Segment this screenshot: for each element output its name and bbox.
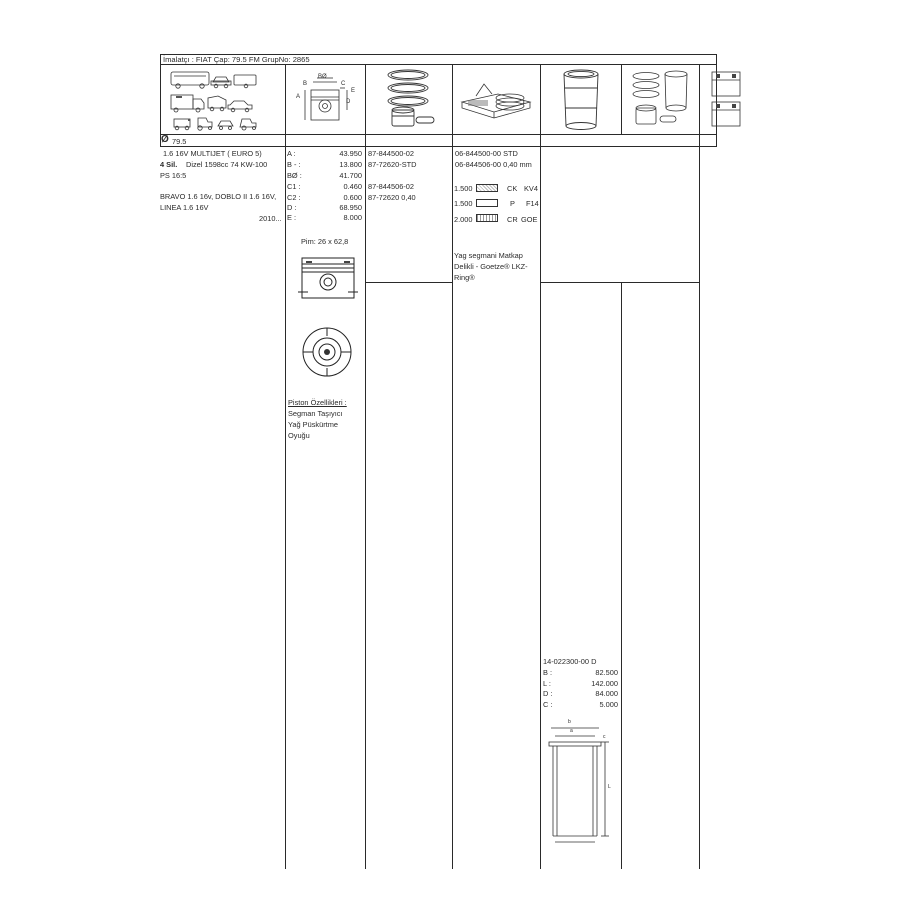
cylinder-liner-icon	[558, 68, 604, 132]
dim-label: D :	[287, 203, 297, 212]
models-line-1: BRAVO 1.6 16v, DOBLO II 1.6 16V,	[160, 192, 277, 201]
liner-label-l: L	[608, 784, 611, 790]
liner-label-b: b	[568, 719, 571, 725]
ring-note-3: Ring®	[454, 273, 475, 282]
ring-note-2: Delikli - Goetze® LKZ-	[454, 262, 528, 271]
dim-value: 13.800	[339, 160, 362, 169]
vehicles-icon	[166, 68, 278, 132]
ring-profile-icon	[476, 214, 498, 222]
piston-features-title: Piston Özellikleri :	[288, 398, 347, 407]
ring-type: CR	[507, 215, 518, 224]
model-year: 2010...	[259, 214, 282, 223]
liner-dim-label: C :	[543, 700, 553, 709]
ring-note-1: Yag segmani Matkap	[454, 251, 523, 260]
piston-side-view-icon	[296, 252, 360, 304]
liner-dim-label: D :	[543, 689, 553, 698]
ring-profile-icon	[476, 184, 498, 192]
dim-value: 41.700	[339, 171, 362, 180]
liner-label-a: a	[570, 728, 573, 734]
models-line-2: LINEA 1.6 16V	[160, 203, 209, 212]
ring-width: 1.500	[454, 199, 473, 208]
dim-label: A :	[287, 149, 296, 158]
piston-code: 87-72620 0,40	[368, 193, 416, 202]
label-e: E	[351, 88, 356, 94]
dim-value: 8.000	[343, 213, 362, 222]
piston-top-view-icon	[295, 326, 359, 378]
pin-size: Pim: 26 x 62,8	[301, 237, 349, 246]
piston-feature-2: Yağ Püskürtme	[288, 420, 338, 429]
ring-box-icon	[458, 80, 534, 124]
dim-label: C1 :	[287, 182, 301, 191]
ring-code: 06-844500-00 STD	[455, 149, 518, 158]
ring-type: CK	[507, 184, 518, 193]
diameter-value: 79.5	[172, 137, 187, 146]
cylinder-count: 4 Sil.	[160, 160, 178, 169]
dim-value: 68.950	[339, 203, 362, 212]
dim-label: BØ :	[287, 171, 302, 180]
liner-label-c: c	[603, 734, 606, 740]
label-bo: BØ	[318, 74, 327, 80]
ring-width: 2.000	[454, 215, 473, 224]
liner-dim-value: 82.500	[595, 668, 618, 677]
piston-ring-set-icon	[378, 68, 440, 132]
dim-label: C2 :	[287, 193, 301, 202]
label-c: C	[341, 81, 346, 87]
piston-code: 87-844506-02	[368, 182, 415, 191]
ring-spec-code: GOE	[521, 215, 538, 224]
dim-value: 0.460	[343, 182, 362, 191]
liner-dim-label: L :	[543, 679, 551, 688]
ring-section-icon	[708, 68, 748, 132]
label-d: D	[346, 99, 351, 105]
ring-type: P	[510, 199, 515, 208]
liner-dim-value: 84.000	[595, 689, 618, 698]
piston-code: 87-72620-STD	[368, 160, 417, 169]
dim-value: 43.950	[339, 149, 362, 158]
fuel-info: Dizel 1598cc 74 KW-100	[186, 160, 268, 169]
ring-width: 1.500	[454, 184, 473, 193]
liner-code: 14-022300-00 D	[543, 657, 597, 666]
ps-info: PS 16:5	[160, 171, 187, 180]
liner-dim-value: 5.000	[599, 700, 618, 709]
ring-profile-icon	[476, 199, 498, 207]
dim-value: 0.600	[343, 193, 362, 202]
dim-label: E :	[287, 213, 297, 222]
ring-spec-code: KV4	[524, 184, 538, 193]
engine-label: 1.6 16V MULTIJET ( EURO 5)	[163, 149, 262, 158]
header-title: İmalatçı : FIAT Çap: 79.5 FM GrupNo: 2865	[163, 55, 310, 64]
piston-feature-3: Oyuğu	[288, 431, 310, 440]
label-a: A	[296, 94, 301, 100]
label-b: B	[303, 81, 308, 87]
liner-dim-value: 142.000	[591, 679, 618, 688]
dim-label: B - :	[287, 160, 301, 169]
ring-code: 06-844506-00 0,40 mm	[455, 160, 532, 169]
liner-dim-label: B :	[543, 668, 553, 677]
piston-code: 87-844500-02	[368, 149, 415, 158]
diameter-symbol: Ø	[161, 134, 169, 145]
engine-kit-icon	[628, 68, 694, 132]
ring-spec-code: F14	[526, 199, 539, 208]
piston-feature-1: Segman Taşıyıcı	[288, 409, 343, 418]
